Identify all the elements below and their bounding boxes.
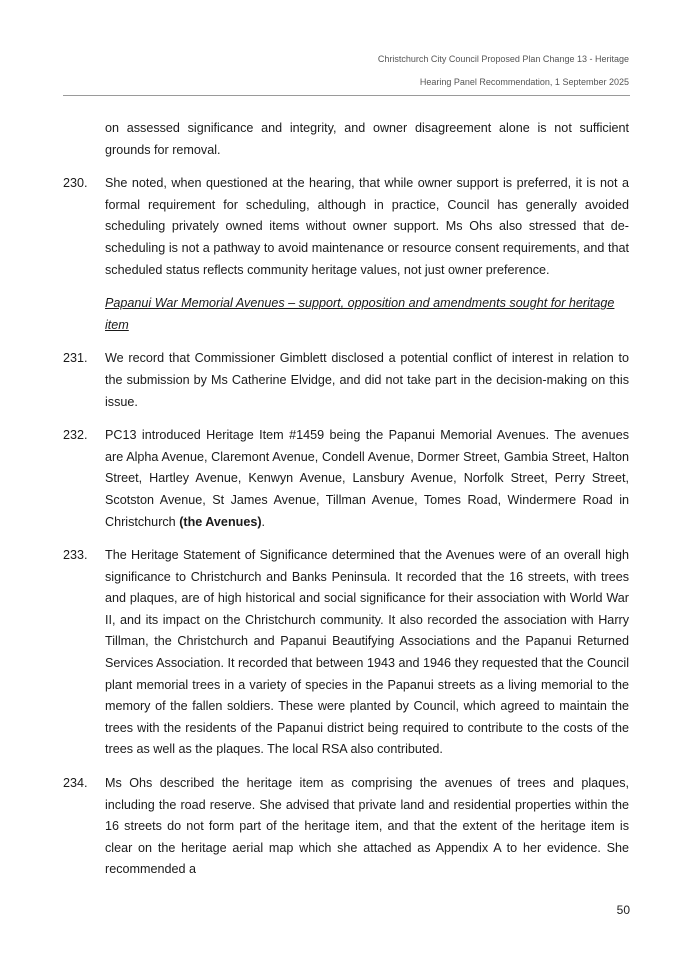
paragraph-234 [63,773,629,881]
paragraph-text: We record that Commissioner Gimblett disclosed a potential conflict of interest in relation to the submission by Ms Catherine Elvidge, and did not take part in the decision-making on this issue. [105,351,629,409]
paragraph-231 [63,348,629,413]
paragraph-end: . [261,514,266,529]
paragraph-233 [63,545,629,761]
header-divider [63,95,630,96]
header-document-subtitle: Hearing Panel Recommendation, 1 September 2025 [419,77,629,87]
section-heading: Papanui War Memorial Avenues – support, opposition and amendments sought for heritage item [105,296,615,332]
paragraph-232 [63,425,629,533]
page-header [63,52,629,89]
paragraph-text: Ms Ohs described the heritage item as comprising the avenues of trees and plaques, including the road reserve. She advised that private land and residential properties within the 16 streets do not form part of the heritage item, and that the extent of the heritage item is clear on the heritage aerial map which she attached as Appendix A to her evidence. She recommended a [105,776,629,877]
defined-term: (the Avenues) [179,514,262,529]
paragraph-text: on assessed significance and integrity, and owner disagreement alone is not sufficient grounds for removal. [105,121,629,157]
paragraph-number: 232. [63,428,88,443]
document-body [63,118,629,893]
paragraph-text: PC13 introduced Heritage Item #1459 being the Papanui Memorial Avenues. The avenues are Alpha Avenue, Claremont Avenue, Condell Avenue, Dormer Street, Gambia Street, Halton Street, Hartley Avenue, Kenwyn Avenue, Lansbury Avenue, Norfolk Street, Perry Street, Scotston Avenue, St James Avenue, Tillman Avenue, Tomes Road, Windermere Road in Christchurch [105,428,629,529]
paragraph-number: 233. [63,548,88,563]
paragraph-text: The Heritage Statement of Significance determined that the Avenues were of an overall high significance to Christchurch and Banks Peninsula. It recorded that the 16 streets, with trees and plaques, are of high historical and social significance for their association with World War II, and its impact on the Christchurch community. It also recorded the association with Harry Tillman, the Christchurch and Papanui Beautifying Associations and the Papanui Returned Services Association. It recorded that between 1943 and 1946 they requested that the Council plant memorial trees in a variety of species in the Papanui streets as a living memorial to the memory of the fallen soldiers. These were planted by Council, which agreed to maintain the trees with the residents of the Papanui district being required to contribute to the costs of the trees as well as the plaques. The local RSA also contributed. [105,548,629,757]
paragraph-230 [63,173,629,281]
header-document-title: Christchurch City Council Proposed Plan Change 13 - Heritage [377,54,629,64]
paragraph-number: 230. [63,176,88,191]
paragraph-continuation [63,118,629,161]
paragraph-number: 231. [63,351,88,366]
page-number: 50 [616,903,630,917]
paragraph-number: 234. [63,776,88,791]
paragraph-text: She noted, when questioned at the hearing, that while owner support is preferred, it is not a formal requirement for scheduling, although in practice, Council has generally avoided scheduling privately owned items without owner support. Ms Ohs also stressed that de-scheduling is not a pathway to avoid maintenance or resource consent requirements, and that scheduled status reflects community heritage values, not just owner preference. [105,176,629,277]
